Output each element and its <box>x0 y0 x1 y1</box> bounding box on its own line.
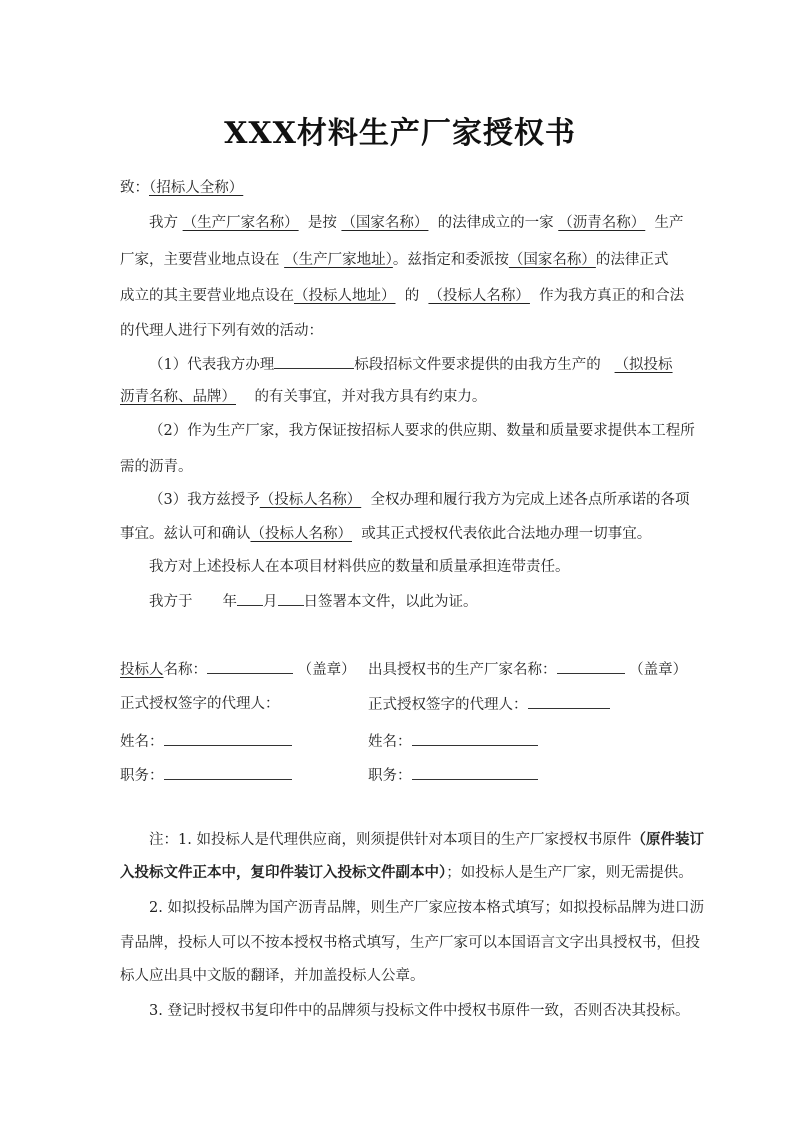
bidder-position-line <box>120 765 292 786</box>
person-name-label: 姓名： <box>120 734 164 750</box>
para1-text: 。兹指定和委派按 <box>392 252 509 268</box>
item3-text: 事宜。兹认可和确认 <box>120 526 251 542</box>
addressee-line <box>120 178 685 198</box>
day-blank <box>278 591 304 606</box>
item1-text: 的有关事宜，并对我方具有约束力。 <box>254 389 487 405</box>
manufacturer-name-signature <box>368 659 687 680</box>
item1-line2 <box>120 387 685 407</box>
year-label: 年 <box>222 594 237 610</box>
seal-label: （盖章） <box>629 662 688 678</box>
para1-text: 厂家，主要营业地点设在 <box>120 252 280 268</box>
bidder-name-signature <box>120 659 356 680</box>
agent-blank <box>528 694 610 709</box>
item3-text: 全权办理和履行我方为完成上述各点所承诺的各项 <box>370 492 690 508</box>
addressee-field: （招标人全称） <box>149 180 244 196</box>
bidder-person-line <box>120 731 292 752</box>
brand-field-part1: （拟投标 <box>614 357 673 373</box>
manufacturer-agent-line <box>368 694 610 715</box>
bidder-name-blank <box>207 659 293 674</box>
note3-line: 3. 登记时授权书复印件中的品牌须与投标文件中授权书原件一致，否则否决其投标。 <box>149 1003 690 1019</box>
item1-line1 <box>120 354 685 375</box>
item3-line1 <box>120 490 690 510</box>
item1-text: 标段招标文件要求提供的由我方生产的 <box>354 357 601 373</box>
item3-line2 <box>120 524 685 544</box>
bidder-address-field: （投标人地址） <box>294 288 396 304</box>
para1-line2 <box>120 250 685 270</box>
bidder-name-label: 名称： <box>163 662 207 678</box>
person-name-blank <box>412 731 538 746</box>
manufacturer-name-field: （生产厂家名称） <box>182 215 299 231</box>
para1-text: 生产 <box>654 215 684 231</box>
bidder-label: 投标人 <box>120 662 164 678</box>
bidder-name-field-3: （投标人名称） <box>250 526 352 542</box>
manufacturer-name-blank <box>557 659 625 674</box>
note2-line1: 2. 如拟投标品牌为国产沥青品牌，则生产厂家应按本格式填写；如拟投标品牌为进口沥 <box>149 900 704 916</box>
bidder-name-field: （投标人名称） <box>428 288 530 304</box>
para1-text: 的 <box>404 288 420 304</box>
bidder-agent-label: 正式授权签字的代理人： <box>120 696 280 712</box>
note-text: 注：1. 如投标人是代理供应商，则须提供针对本项目的生产厂家授权书原件 <box>149 832 632 848</box>
bidder-name-field-2: （投标人名称） <box>259 492 362 508</box>
para1-text: 我方 <box>149 215 178 231</box>
month-label: 月 <box>263 594 278 610</box>
note-bold-text: 入投标文件正本中，复印件装订入投标文件副本中） <box>120 864 447 881</box>
position-label: 职务： <box>368 768 412 784</box>
position-blank <box>412 765 538 780</box>
manufacturer-person-line <box>368 731 538 752</box>
item3-text: 或其正式授权代表依此合法地办理一切事宜。 <box>361 526 652 542</box>
item2-line1: （2）作为生产厂家，我方保证按招标人要求的供应期、数量和质量要求提供本工程所 <box>149 423 695 439</box>
position-blank <box>164 765 292 780</box>
para1-line3 <box>120 286 685 306</box>
agent-label: 正式授权签字的代理人： <box>368 697 528 713</box>
para1-line1 <box>120 213 685 233</box>
manufacturer-label: 出具授权书的生产厂家名称： <box>368 662 557 678</box>
para1-text: 作为我方真正的和合法 <box>539 288 685 304</box>
person-name-label: 姓名： <box>368 734 412 750</box>
para1-text: 是按 <box>307 215 337 231</box>
note2-line3: 标人应出具中文版的翻译，并加盖投标人公章。 <box>120 968 425 984</box>
item2-line2: 需的沥青。 <box>120 459 193 475</box>
document-title: XXX材料生产厂家授权书 <box>224 116 576 151</box>
person-name-blank <box>164 731 292 746</box>
brand-field-part2: 沥青名称、品牌） <box>120 389 236 405</box>
item3-text: （3）我方兹授予 <box>149 492 260 508</box>
para1-line4: 的代理人进行下列有效的活动： <box>120 323 323 339</box>
date-line <box>120 591 685 612</box>
section-blank <box>274 354 354 369</box>
note-text: ；如投标人是生产厂家，则无需提供。 <box>446 865 693 881</box>
date-text: 我方于 <box>149 594 193 610</box>
para1-text: 的法律成立的一家 <box>437 215 554 231</box>
manufacturer-position-line <box>368 765 538 786</box>
liability-statement: 我方对上述投标人在本项目材料供应的数量和质量承担连带责任。 <box>149 559 570 575</box>
note1-line2 <box>120 863 693 883</box>
note2-line2: 青品牌，投标人可以不按本授权书格式填写，生产厂家可以本国语言文字出具授权书，但投 <box>120 935 700 951</box>
para1-text: 的法律正式 <box>595 252 669 268</box>
position-label: 职务： <box>120 768 164 784</box>
para1-text: 成立的其主要营业地点设在 <box>120 288 294 304</box>
month-blank <box>237 591 263 606</box>
seal-label: （盖章） <box>297 662 356 678</box>
note-bold-text: （原件装订 <box>631 831 704 848</box>
asphalt-name-field: （沥青名称） <box>558 215 646 231</box>
country-name-field: （国家名称） <box>341 215 429 231</box>
date-text: 日签署本文件，以此为证。 <box>303 594 478 610</box>
manufacturer-address-field: （生产厂家地址） <box>284 252 393 268</box>
item1-text: （1）代表我方办理 <box>149 357 275 373</box>
country-name-field-2: （国家名称） <box>508 252 596 268</box>
addressee-prefix: 致： <box>120 180 149 196</box>
note1-line1 <box>120 830 704 850</box>
